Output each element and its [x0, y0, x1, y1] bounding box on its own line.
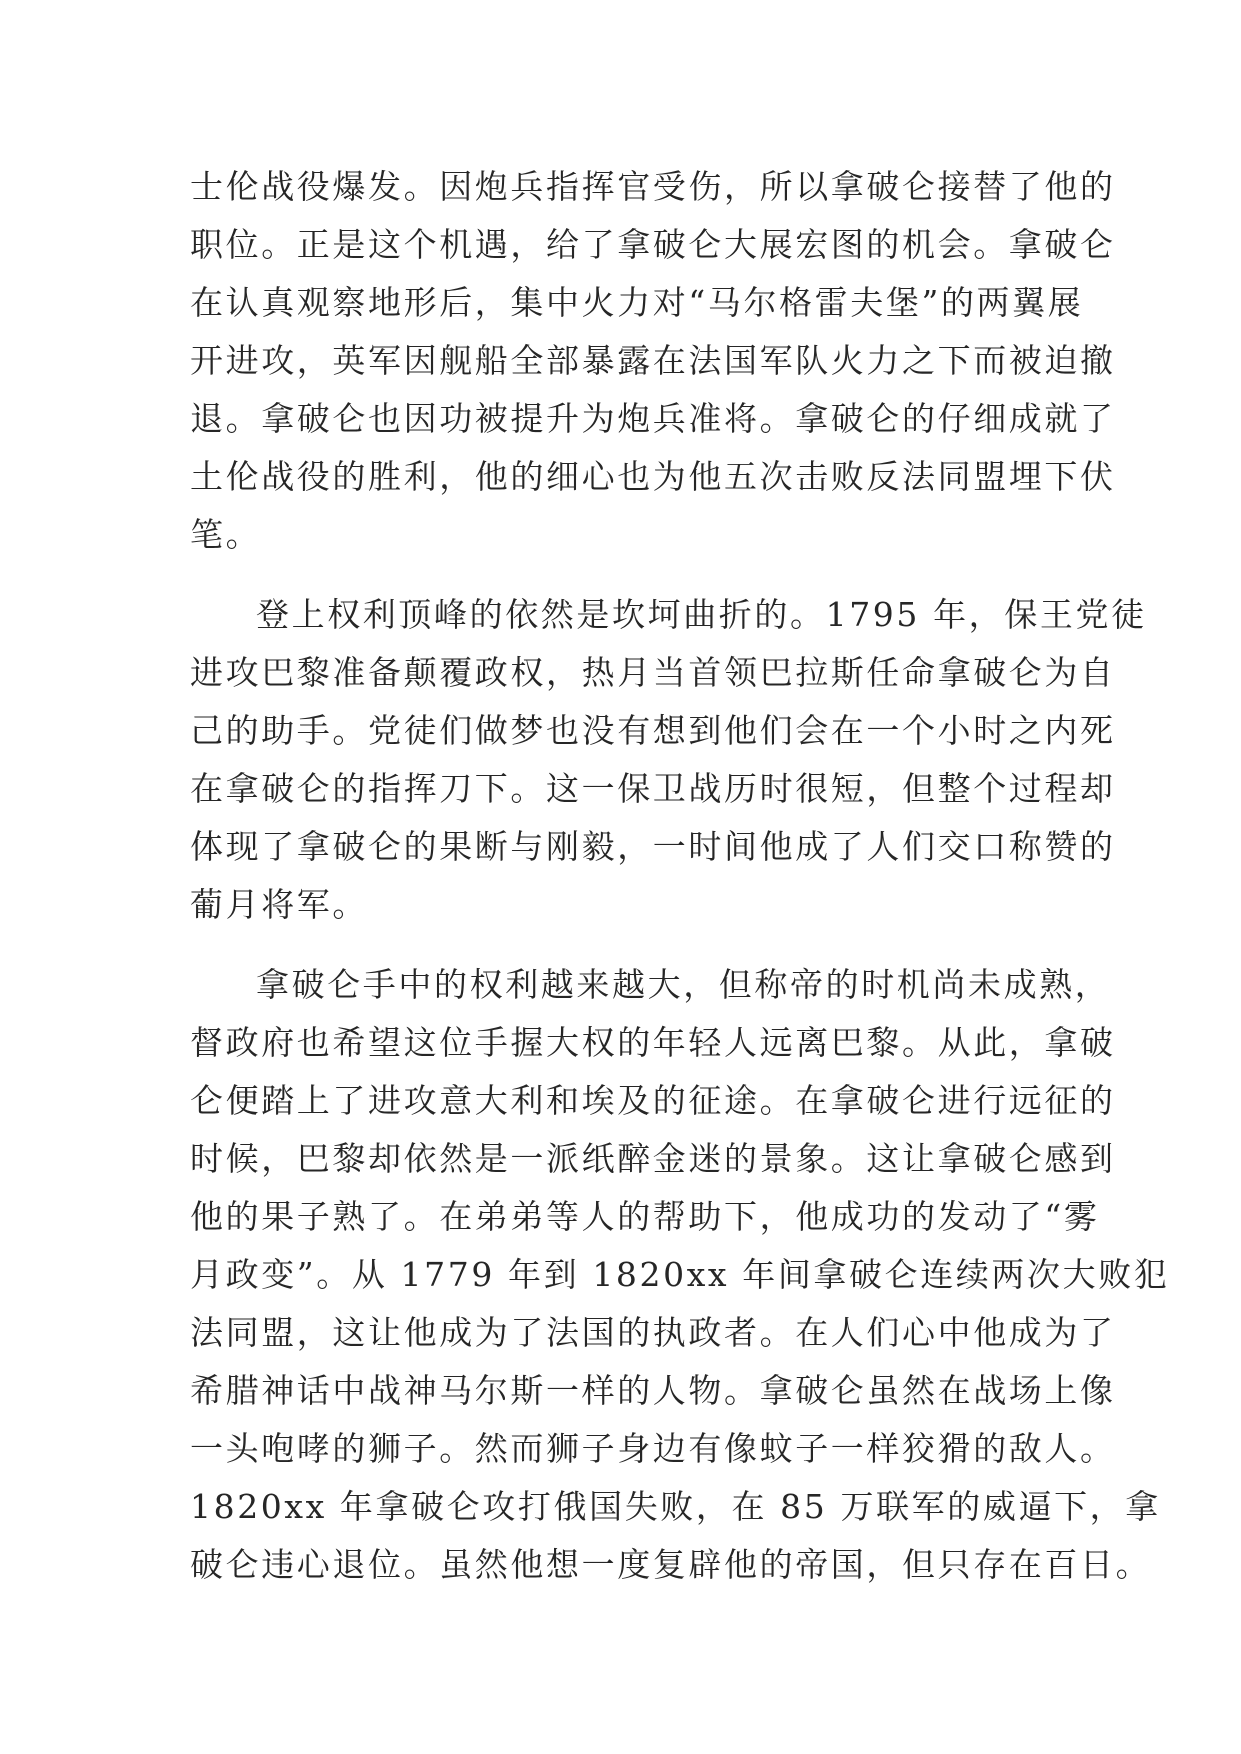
text-line: 在认真观察地形后，集中火力对“马尔格雷夫堡”的两翼展 — [190, 283, 1084, 322]
text-line: 己的助手。党徒们做梦也没有想到他们会在一个小时之内死 — [190, 711, 1116, 750]
text-line: 法同盟，这让他成为了法国的执政者。在人们心中他成为了 — [190, 1313, 1116, 1352]
text-line: 督政府也希望这位手握大权的年轻人远离巴黎。从此，拿破 — [190, 1023, 1116, 1062]
text-line: 拿破仑手中的权利越来越大，但称帝的时机尚未成熟， — [256, 965, 1111, 1004]
text-line: 1820xx 年拿破仑攻打俄国失败，在 85 万联军的威逼下，拿 — [190, 1487, 1161, 1526]
text-line: 时候，巴黎却依然是一派纸醉金迷的景象。这让拿破仑感到 — [190, 1139, 1116, 1178]
paragraph-spacer — [190, 564, 1062, 586]
text-line: 月政变”。从 1779 年到 1820xx 年间拿破仑连续两次大败犯 — [190, 1255, 1170, 1294]
text-line: 笔。 — [190, 515, 262, 554]
text-line: 职位。正是这个机遇，给了拿破仑大展宏图的机会。拿破仑 — [190, 225, 1116, 264]
paragraph-3 — [190, 956, 1170, 1594]
text-line: 葡月将军。 — [190, 885, 368, 924]
text-line: 士伦战役爆发。因炮兵指挥官受伤，所以拿破仑接替了他的 — [190, 167, 1116, 206]
text-line: 一头咆哮的狮子。然而狮子身边有像蚊子一样狡猾的敌人。 — [190, 1429, 1116, 1468]
document-body — [190, 158, 1170, 1594]
text-line: 土伦战役的胜利，他的细心也为他五次击败反法同盟埋下伏 — [190, 457, 1116, 496]
text-line: 开进攻，英军因舰船全部暴露在法国军队火力之下而被迫撤 — [190, 341, 1116, 380]
text-line: 体现了拿破仑的果断与刚毅，一时间他成了人们交口称赞的 — [190, 827, 1116, 866]
text-line: 登上权利顶峰的依然是坎坷曲折的。1795 年，保王党徒 — [256, 595, 1147, 634]
paragraph-1 — [190, 158, 1116, 564]
paragraph-2 — [190, 586, 1147, 934]
text-line: 退。拿破仑也因功被提升为炮兵准将。拿破仑的仔细成就了 — [190, 399, 1116, 438]
paragraph-spacer — [190, 934, 1062, 956]
text-line: 希腊神话中战神马尔斯一样的人物。拿破仑虽然在战场上像 — [190, 1371, 1116, 1410]
text-line: 仑便踏上了进攻意大利和埃及的征途。在拿破仑进行远征的 — [190, 1081, 1116, 1120]
text-line: 破仑违心退位。虽然他想一度复辟他的帝国，但只存在百日。 — [190, 1545, 1152, 1584]
text-line: 他的果子熟了。在弟弟等人的帮助下，他成功的发动了“雾 — [190, 1197, 1100, 1236]
text-line: 在拿破仑的指挥刀下。这一保卫战历时很短，但整个过程却 — [190, 769, 1116, 808]
text-line: 进攻巴黎准备颠覆政权，热月当首领巴拉斯任命拿破仑为自 — [190, 653, 1116, 692]
